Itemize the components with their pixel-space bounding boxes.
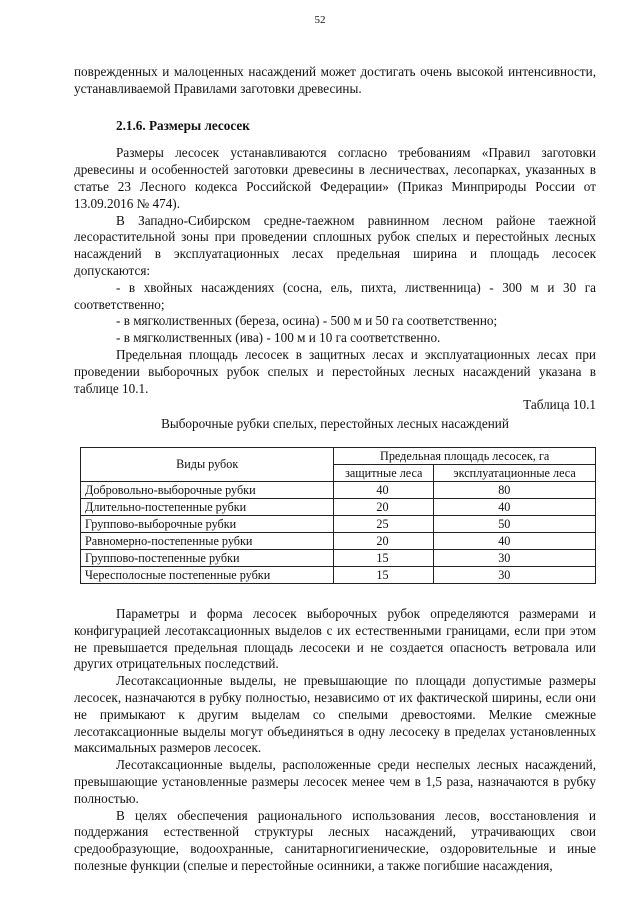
paragraph: Параметры и форма лесосек выборочных рубок определяются размерами и конфигурацией лесотаксационных выделов с их естественными границами, если при этом не превышается предельная площадь лесосеки и не создается опасность ветровала или других отрицательных последствий. [74, 605, 596, 672]
header-protective: защитные леса [334, 464, 434, 481]
cell-protective: 15 [334, 566, 434, 583]
cell-protective: 25 [334, 515, 434, 532]
list-item: - в мягколиственных (береза, осина) - 500 м и 50 га соответственно; [116, 313, 498, 329]
table-row [81, 481, 596, 498]
table-row [81, 566, 596, 583]
document-body [74, 64, 596, 875]
paragraph: Предельная площадь лесосек в защитных лесах и эксплуатационных лесах при проведении выборочных рубок спелых и перестойных лесных насаждений указана в таблице 10.1. [74, 346, 596, 396]
cell-protective: 15 [334, 549, 434, 566]
paragraph: Размеры лесосек устанавливаются согласно требованиям «Правил заготовки древесины и особенностей заготовки древесины в лесничествах, лесопарках, указанных в статье 23 Лесного кодекса Российской Федерации» (Приказ Минприроды России от 13.09.2016 № 474). [74, 145, 596, 211]
cell-operational: 30 [434, 549, 596, 566]
cell-operational: 50 [434, 515, 596, 532]
cell-cut-type: Добровольно-выборочные рубки [81, 481, 334, 498]
list-item: - в мягколиственных (ива) - 100 м и 10 га соответственно. [116, 330, 441, 346]
cell-cut-type: Группово-постепенные рубки [81, 549, 334, 566]
cell-operational: 40 [434, 498, 596, 515]
cell-operational: 40 [434, 532, 596, 549]
cell-cut-type: Группово-выборочные рубки [81, 515, 334, 532]
table-row [81, 532, 596, 549]
cell-operational: 30 [434, 566, 596, 583]
page-number: 52 [314, 14, 326, 26]
paragraph: В целях обеспечения рационального использования лесов, восстановления и поддержания естественной структуры лесных насаждений, утрачивающих свои средообразующие, водоохранные, санитарногигиенические, оздоровительные и иные полезные функции (спелые и перестойные осинники, а также погибшие насаждения, [74, 807, 596, 873]
table-row [81, 549, 596, 566]
header-operational: эксплуатационные леса [434, 464, 596, 481]
list-item: - в хвойных насаждениях (сосна, ель, пихта, лиственница) - 300 м и 30 га соответственно; [74, 279, 596, 312]
cell-operational: 80 [434, 481, 596, 498]
header-cut-type: Виды рубок [81, 447, 334, 481]
header-area-group: Предельная площадь лесосек, га [334, 447, 596, 464]
logging-area-table [80, 447, 596, 584]
intro-paragraph: поврежденных и малоценных насаждений может достигать очень высокой интенсивности, устанавливаемой Правилами заготовки древесины. [74, 64, 596, 96]
cell-protective: 40 [334, 481, 434, 498]
paragraph: Лесотаксационные выделы, не превышающие по площади допустимые размеры лесосек, назначаются в рубку полностью, независимо от их фактической ширины, если они не примыкают к другим выделам со спелыми древостоями. Мелкие смежные лесотаксационные выделы могут объединяться в одну лесосеку в пределах установленных максимальных размеров лесосек. [74, 673, 596, 756]
cell-cut-type: Равномерно-постепенные рубки [81, 532, 334, 549]
cell-cut-type: Длительно-постепенные рубки [81, 498, 334, 515]
section-heading: 2.1.6. Размеры лесосек [116, 117, 250, 133]
table-header-row [81, 447, 596, 464]
cell-cut-type: Чересполосные постепенные рубки [81, 566, 334, 583]
cell-protective: 20 [334, 532, 434, 549]
paragraph: В Западно-Сибирском средне-таежном равнинном лесном районе таежной лесорастительной зоны при проведении сплошных рубок спелых и перестойных лесных насаждений в эксплуатационных лесах предельная ширина и площадь лесосек допускаются: [74, 212, 596, 278]
table-caption: Выборочные рубки спелых, перестойных лесных насаждений [161, 416, 509, 432]
table-label: Таблица 10.1 [523, 397, 596, 413]
cell-protective: 20 [334, 498, 434, 515]
table-row [81, 515, 596, 532]
table-row [81, 498, 596, 515]
paragraph: Лесотаксационные выделы, расположенные среди неспелых лесных насаждений, превышающие установленные размеры лесосек менее чем в 1,5 раза, назначаются в рубку полностью. [74, 757, 596, 806]
